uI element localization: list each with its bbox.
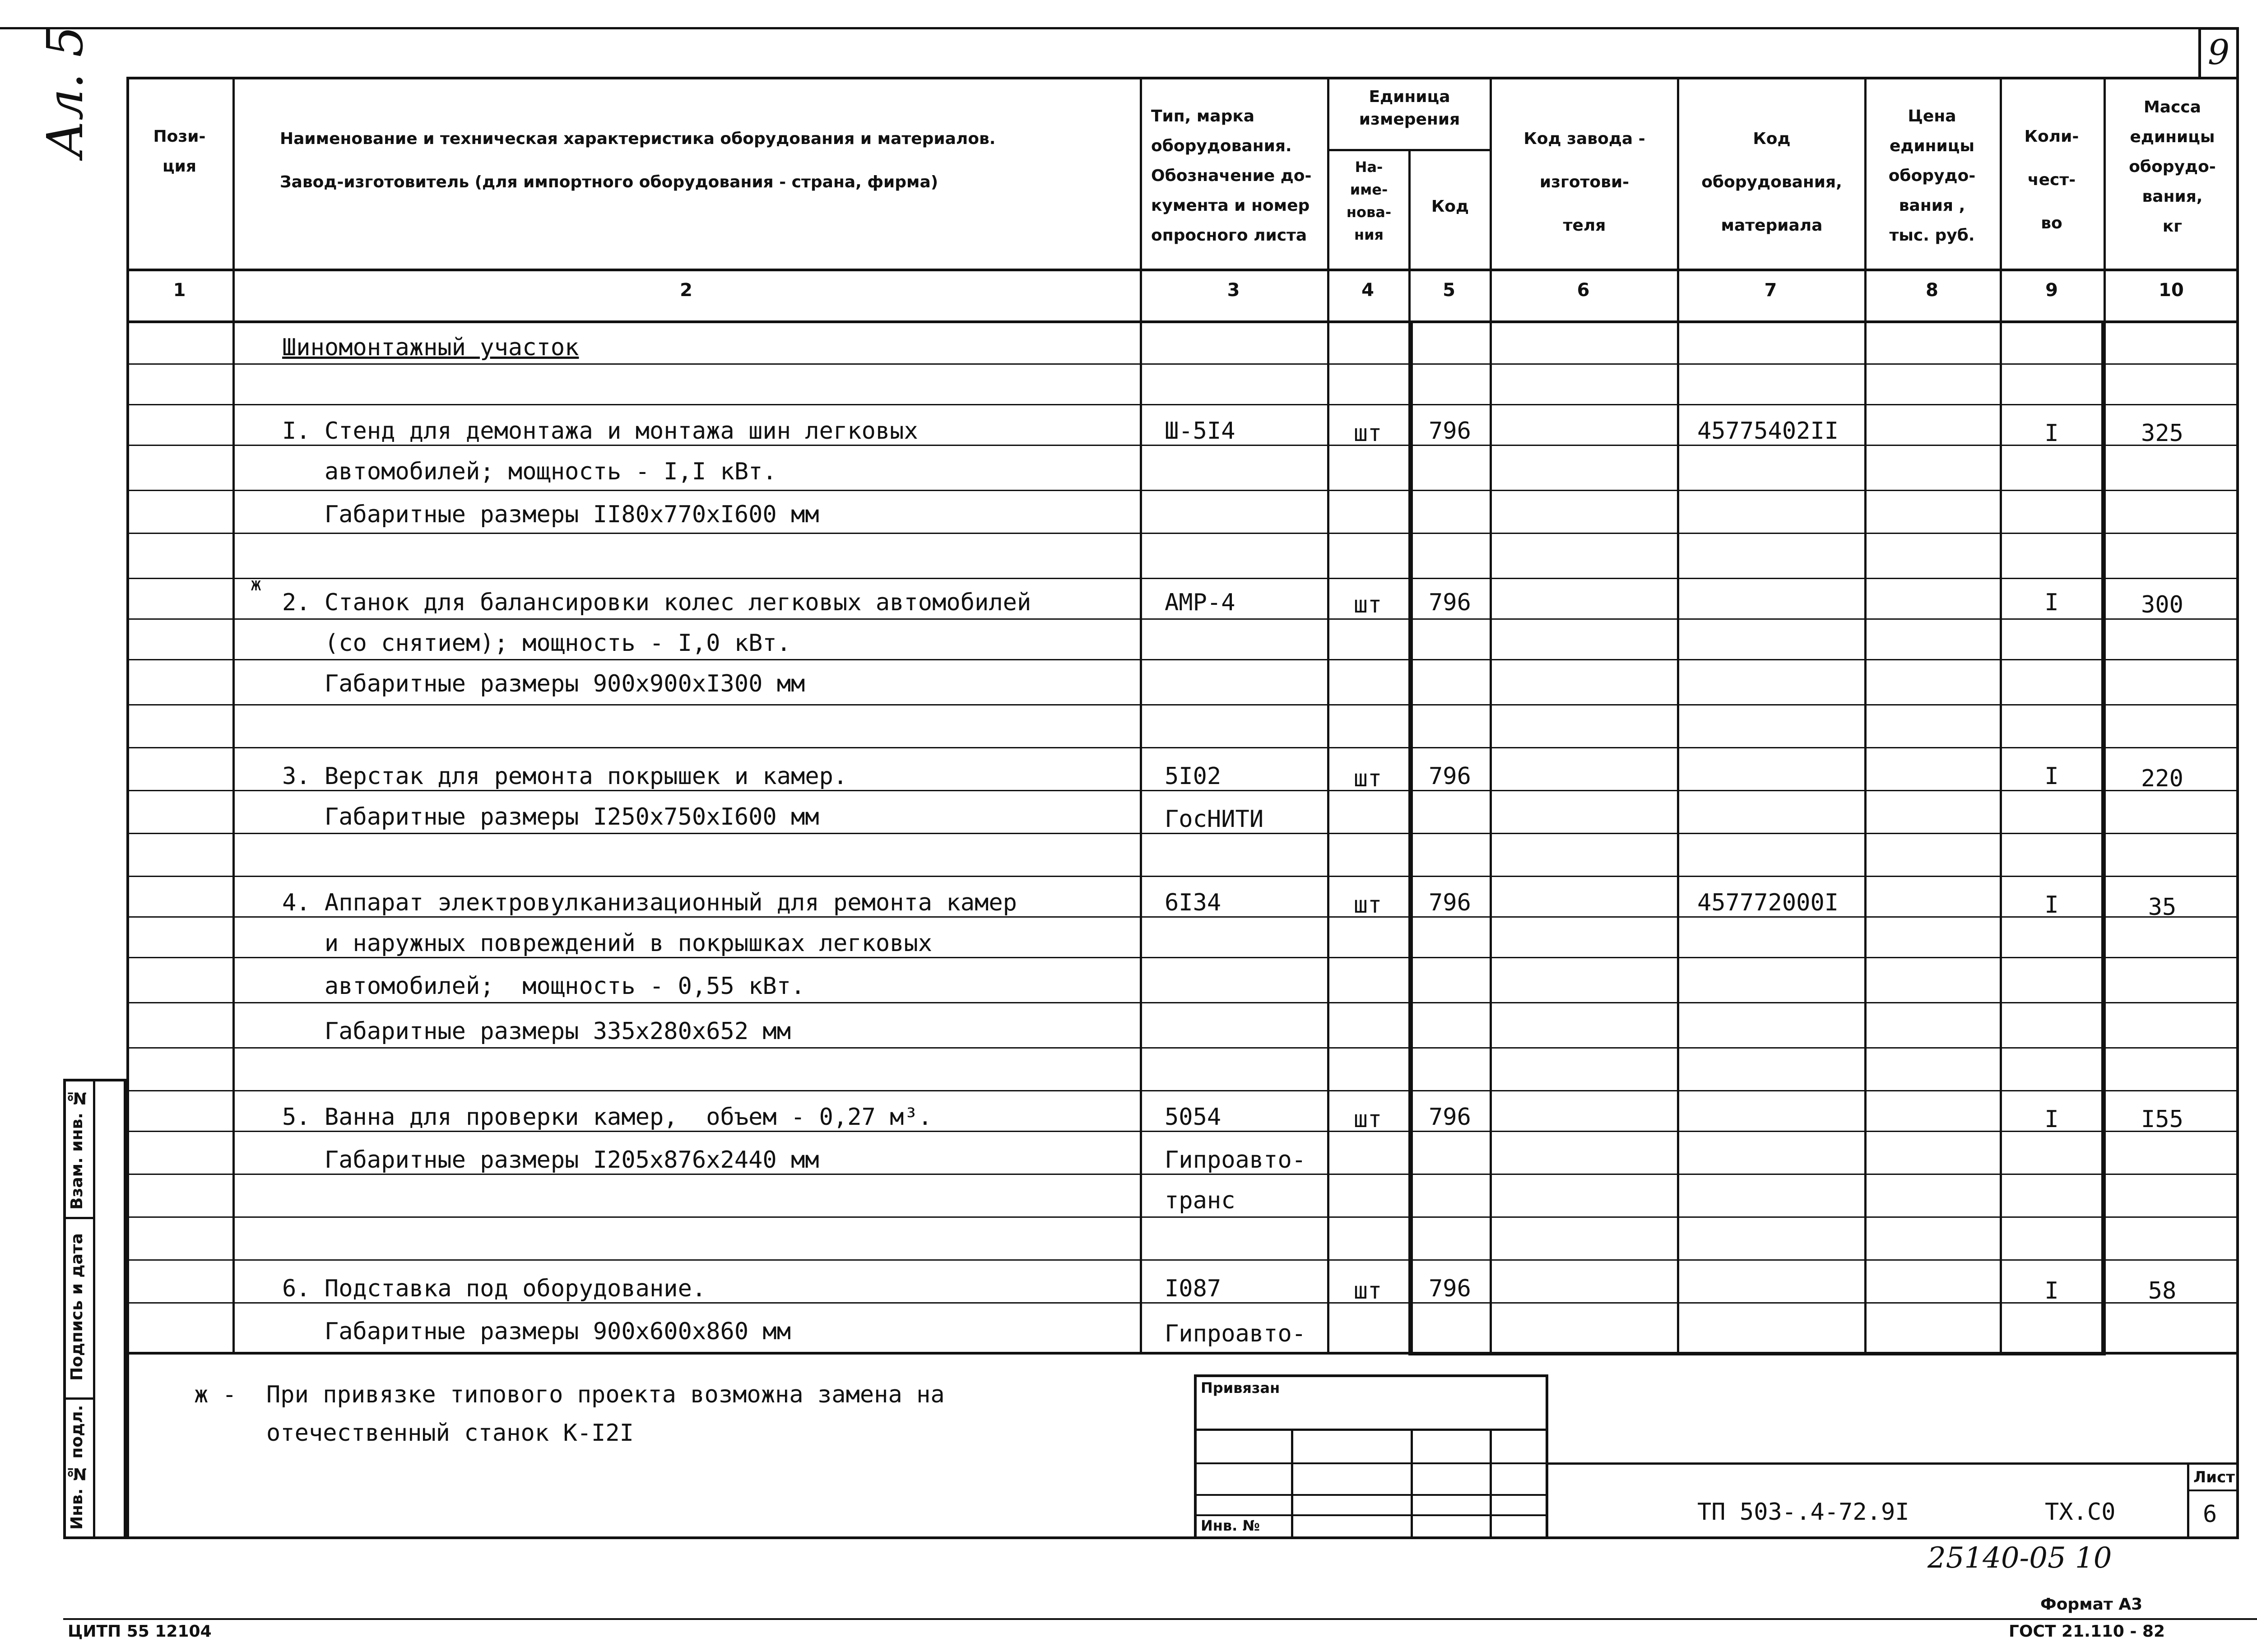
item-1-mass: 325 xyxy=(2141,420,2183,447)
item-5-qty: I xyxy=(2044,1106,2059,1133)
item-5-type-2: Гипроавто- xyxy=(1165,1146,1306,1174)
row-rule xyxy=(126,404,2239,405)
item-5-mass: I55 xyxy=(2141,1106,2183,1133)
row-rule xyxy=(126,1090,2239,1091)
item-3-qty: I xyxy=(2044,763,2059,790)
printer-label: ЦИТП 55 12104 xyxy=(68,1622,212,1641)
colnum-1: 1 xyxy=(173,280,186,301)
item-1-equip-code: 45775402II xyxy=(1697,418,1839,445)
item-2-unit: шт xyxy=(1353,591,1382,618)
sheet-number: 9 xyxy=(2207,32,2230,72)
item-1-unit-code: 796 xyxy=(1429,418,1471,445)
item-6-line-2: Габаритные размеры 900x600x860 мм xyxy=(282,1318,791,1345)
item-1-qty: I xyxy=(2044,420,2059,447)
item-2-type: АМР-4 xyxy=(1165,589,1235,616)
item-3-type-1: 5I02 xyxy=(1165,763,1221,790)
header-col1: Пози- ция xyxy=(153,127,206,176)
bottom-rule xyxy=(63,1618,2257,1620)
item-2-mark: ж xyxy=(251,574,262,595)
item-2-line-2: (со снятием); мощность - I,0 кВт. xyxy=(282,630,791,657)
footnote-line-1: При привязке типового проекта возможна замена на xyxy=(266,1381,945,1408)
item-2-mass: 300 xyxy=(2141,591,2183,618)
item-4-type: 6I34 xyxy=(1165,889,1221,916)
stamp-doc-type: ТХ.С0 xyxy=(2045,1499,2116,1526)
unit-subheader-rule xyxy=(1327,149,1490,151)
stamp-inv-label: Инв. № xyxy=(1201,1517,1260,1534)
item-5-line-2: Габаритные размеры I205x876x2440 мм xyxy=(282,1146,819,1174)
colnum-10: 10 xyxy=(2159,280,2184,301)
item-1-line-1: I. Стенд для демонтажа и монтажа шин легковых xyxy=(282,418,918,445)
item-2-qty: I xyxy=(2044,589,2059,616)
item-3-unit: шт xyxy=(1353,765,1382,792)
item-5-type-1: 5054 xyxy=(1165,1104,1221,1131)
colnum-9: 9 xyxy=(2045,280,2058,301)
colnum-bottom-rule xyxy=(126,320,2239,323)
item-3-line-1: 3. Верстак для ремонта покрышек и камер. xyxy=(282,763,848,790)
colnum-3: 3 xyxy=(1227,280,1240,301)
stamp-sheet-value: 6 xyxy=(2203,1501,2217,1528)
item-4-mass: 35 xyxy=(2148,894,2177,921)
item-4-line-2: и наружных повреждений в покрышках легковых xyxy=(282,930,933,957)
item-6-type-1: I087 xyxy=(1165,1275,1221,1302)
item-5-unit-code: 796 xyxy=(1429,1104,1471,1131)
thick-border xyxy=(2101,320,2106,1354)
format-label: Формат А3 xyxy=(2040,1595,2143,1614)
item-4-equip-code: 457772000I xyxy=(1697,889,1839,916)
header-col7: Код оборудования, материала xyxy=(1701,130,1842,235)
row-rule xyxy=(126,578,2239,579)
item-3-mass: 220 xyxy=(2141,765,2183,792)
item-2-line-1: 2. Станок для балансировки колес легковых автомобилей xyxy=(282,589,1031,616)
stamp-sheet-label: Лист xyxy=(2193,1468,2235,1486)
thick-border xyxy=(1408,320,1413,1354)
item-1-line-2: автомобилей; мощность - I,I кВт. xyxy=(282,458,777,485)
item-4-unit: шт xyxy=(1353,891,1382,919)
item-3-line-2: Габаритные размеры I250x750xI600 мм xyxy=(282,803,819,831)
header-bottom-rule xyxy=(126,269,2239,271)
item-2-line-3: Габаритные размеры 900x900xI300 мм xyxy=(282,670,805,697)
item-4-unit-code: 796 xyxy=(1429,889,1471,916)
header-col3: Тип, марка оборудования. Обозначение до- кумента и номер опросного листа xyxy=(1151,107,1312,245)
side-label-sign-date: Подпись и дата xyxy=(68,1233,86,1381)
item-1-line-3: Габаритные размеры II80x770xI600 мм xyxy=(282,501,819,528)
colnum-6: 6 xyxy=(1577,280,1590,301)
colnum-8: 8 xyxy=(1926,280,1938,301)
item-6-line-1: 6. Подставка под оборудование. xyxy=(282,1275,706,1302)
item-1-type: Ш-5I4 xyxy=(1165,418,1235,445)
item-3-type-2: ГосНИТИ xyxy=(1165,806,1264,833)
stamp-doc-code: ТП 503-.4-72.9I xyxy=(1697,1499,1909,1526)
colnum-7: 7 xyxy=(1764,280,1777,301)
row-rule xyxy=(126,704,2239,705)
side-stamp xyxy=(63,1079,126,1539)
side-label-inv-orig: Инв. № подл. xyxy=(68,1405,86,1530)
top-border-line xyxy=(0,27,2198,29)
item-4-qty: I xyxy=(2044,891,2059,919)
item-6-unit: шт xyxy=(1353,1277,1382,1304)
item-6-mass: 58 xyxy=(2148,1277,2177,1304)
footnote-marker: ж - xyxy=(194,1381,237,1408)
gost-label: ГОСТ 21.110 - 82 xyxy=(2009,1622,2165,1641)
header-col2: Наименование и техническая характеристика оборудования и материалов. Завод-изготовитель (для импортного оборудования - страна, фирма) xyxy=(280,130,996,191)
archive-number: 25140-05 10 xyxy=(1927,1541,2112,1575)
item-5-type-3: транс xyxy=(1165,1187,1235,1214)
margin-mark: Ал. 5 xyxy=(36,25,94,158)
item-4-line-3: автомобилей; мощность - 0,55 кВт. xyxy=(282,973,805,1000)
header-col9: Коли- чест- во xyxy=(2024,127,2079,232)
header-col8: Цена единицы оборудо- вания , тыс. руб. xyxy=(1888,107,1976,245)
header-col6: Код завода - изготови- теля xyxy=(1523,130,1645,235)
row-rule xyxy=(126,876,2239,877)
row-rule xyxy=(126,747,2239,748)
item-6-type-2: Гипроавто- xyxy=(1165,1320,1306,1347)
header-col4: На- име- нова- ния xyxy=(1346,158,1392,243)
header-unit-group: Единица измерения xyxy=(1359,88,1460,129)
item-4-line-4: Габаритные размеры 335x280x652 мм xyxy=(282,1018,791,1045)
sheet-number-box xyxy=(2198,27,2239,77)
side-label-replace-inv: Взам. инв. № xyxy=(68,1088,86,1210)
item-2-unit-code: 796 xyxy=(1429,589,1471,616)
item-4-line-1: 4. Аппарат электровулканизационный для ремонта камер xyxy=(282,889,1017,916)
section-title: Шиномонтажный участок xyxy=(282,334,579,361)
item-5-unit: шт xyxy=(1353,1106,1382,1133)
footnote-line-2: отечественный станок К-I2I xyxy=(266,1420,634,1447)
stamp-bound-label: Привязан xyxy=(1201,1379,1280,1397)
item-6-unit-code: 796 xyxy=(1429,1275,1471,1302)
item-1-unit: шт xyxy=(1353,420,1382,447)
colnum-2: 2 xyxy=(680,280,692,301)
item-3-unit-code: 796 xyxy=(1429,763,1471,790)
header-col10: Масса единицы оборудо- вания, кг xyxy=(2129,98,2216,236)
item-6-qty: I xyxy=(2044,1277,2059,1304)
colnum-5: 5 xyxy=(1443,280,1455,301)
row-rule xyxy=(126,1259,2239,1261)
header-col5: Код xyxy=(1431,197,1469,216)
colnum-4: 4 xyxy=(1361,280,1374,301)
item-5-line-1: 5. Ванна для проверки камер, объем - 0,27 м³. xyxy=(282,1104,933,1131)
